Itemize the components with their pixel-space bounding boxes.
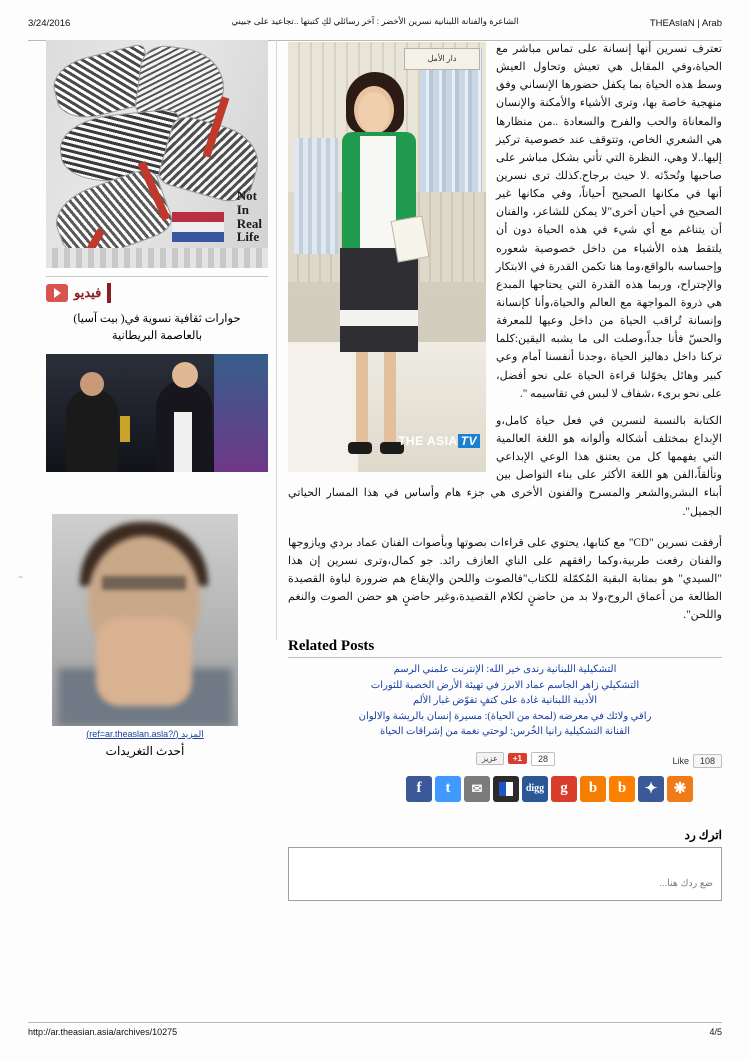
collage-text-line-4: Life <box>236 229 260 245</box>
section-accent-bar <box>107 283 111 303</box>
blurred-portrait-photo <box>52 514 238 726</box>
page-number: 4/5 <box>709 1027 722 1037</box>
site-name: THEAsIaN | Arab <box>649 18 722 29</box>
nesreen-akhdar-photo <box>288 42 486 472</box>
related-post-link[interactable]: راقي ولائك في معرضه (لمحة من الحياة): مسيرة إنسان بالريشة والالوان <box>358 710 652 722</box>
article-paragraph-2: الكتابة بالنسبة لنسرين في فعل حياة كامل،و الإبداع بمختلف أشكاله وألوانه هو اللغة العالمية التي يفهمها كل من يعتنق هذا الوعي الإبداعي وتألقاً،الفن هو اللغة الأكثر على بناء التواصل بين أبناء البشر,والشعر والمسرح والفنون الأخرى هي جزء هام وأساس في هذا المسار الحياتي الجميل". <box>288 414 722 518</box>
left-sidebar <box>46 40 268 759</box>
share-bar <box>288 752 722 818</box>
column-divider <box>276 40 277 640</box>
article-body <box>288 40 722 901</box>
google-plus-icon[interactable]: g <box>551 776 577 802</box>
video-section-label: فيديو <box>74 285 102 300</box>
share-more-icon[interactable]: ✦ <box>638 776 664 802</box>
skirt-stripe <box>340 310 418 326</box>
channel-logo-badge: TV <box>458 434 480 448</box>
leg-right <box>384 352 396 448</box>
related-post-link[interactable]: الفنانة التشكيلية رانيا الخُرس: لوحتي نغمة من إشراقات الحياة <box>379 726 631 738</box>
video-title-line-2: بالعاصمة البريطانية <box>111 330 203 343</box>
related-posts-list <box>288 662 722 740</box>
shoe-left <box>348 442 372 454</box>
books-row <box>294 138 338 254</box>
tablecloth <box>288 342 358 472</box>
rss-icon[interactable]: ❋ <box>667 776 693 802</box>
related-post-link[interactable]: التشكيلية اللبنانية رندى خير الله: الإنترنت علمني الرسم <box>393 664 617 676</box>
video-section-header <box>46 276 268 303</box>
shop-sign: دار الأمل <box>404 48 480 70</box>
video-thumbnail[interactable] <box>46 354 268 472</box>
comment-placeholder: ضع ردك هنا... <box>659 877 713 889</box>
share-count: 28 <box>531 752 555 766</box>
article-header-title: الشاعرة والفنانة اللبنانية نسرين الأخضر : آخر رسائلي لكِ كتبتها ..تجاعيد على جبيني <box>231 16 519 26</box>
shirt-detail <box>174 412 192 472</box>
white-panel <box>360 136 396 248</box>
article-paragraph-1: تعترف نسرين أنها إنسانة على تماس مباشر مع الحياة،وفي المقابل هي تعيش وتحاول العيش وسط هذه الحياة بما يكفل حضورها الإنساني وفق منهجية خاصة بها، وترى الأشياء والأمكنة والإنسان والمعاناة والحب والفرح والسعادة ..من منظارها هي الشعري الخاص، وتتوقف عند خصوصية تركيز إليها..لا وهي، النظرة التي تأتي بشكل مباشر على صاحبها وتُحدّثه .لا حيث برجاح.كذلك ترى نسرين أنها في مكانها الصحيح أحياناً، وفي مكانها غير الصحيح في أحيان أخرى"لا يمكن للشاعر، والفنان أن يتناغم مع أي شيء في هذه الحياة دون أن يلتقط هذه الأشياء من داخل خصوصية شعوره وإحساسه بالواقع،وما هنا تكمن القدرة في الابتكار والإجتراح، وربما هذه القدرة التي يحتاجها المبدع هي ذروة المواجهة مع العالم والحياة،وأنا كإنسانة وإنسانة تُراقب الحياة من داخل وعيها للمعرفة والحسّ فأنا جداً،وصلت الى ما يشبه اليقين:كلما تركنا داخل دهاليز الحياة ،وجدنا أنفسنا أمام وعي كبير وهائل يخوّلنا قراءة الحياة على نحو أفضل، على نحو برىء ،شفاف لا لبس في تقاسيمه ". <box>496 43 722 400</box>
award-trophy <box>120 416 130 442</box>
comment-textarea[interactable] <box>288 847 722 901</box>
related-posts <box>288 638 722 740</box>
like-count: 108 <box>693 754 722 768</box>
collage-text-line-2: In <box>236 202 250 218</box>
page-url[interactable]: http://ar.theasian.asia/archives/10275 <box>28 1027 178 1037</box>
video-title-line-1: حوارات ثقافية نسوية في( بيت آسيا) <box>73 313 241 325</box>
video-title[interactable] <box>46 311 268 346</box>
article-lower-flow <box>288 530 722 625</box>
collage-overlay-text <box>237 189 262 244</box>
leg-left <box>356 352 368 448</box>
glasses-icon <box>102 576 186 590</box>
collage-text-line-3: Real <box>236 215 262 231</box>
person-left <box>66 388 118 472</box>
share-counters <box>476 752 555 766</box>
more-link[interactable]: المزيد (/?ref=ar.theaslan.asla) <box>86 728 204 739</box>
print-footer <box>28 1022 722 1043</box>
facebook-like-widget[interactable] <box>672 754 722 768</box>
play-icon <box>46 284 68 302</box>
print-date: 3/24/2016 <box>28 18 71 29</box>
collage-bottom-strip <box>46 248 268 268</box>
blogger-icon[interactable]: b <box>609 776 635 802</box>
article-paragraph-3: أرفقت نسرين "CD" مع كتابها، يحتوي على قراءات بصوتها وبأصوات الفنان عماد بردي ويازوجها والفنان رفعت طربية،وكما رافقهم على الناي العازف رائد. جو كمال،وترى نسرين إن هذا "السيدي" هو بمثابة البقية المُكمّلة للكتاب"فالصوت واللحن والإيقاع هم ضرورة لباوة القصيدة الطالعة من أعماق الروح،ولا بد من حاضنٍ لكلام القصيدة،وغير حاضنٍ هو حضن الصوت والنغم واللحن". <box>288 536 722 622</box>
share-small-counter[interactable]: عزيز <box>476 752 504 765</box>
books-row <box>420 48 482 198</box>
print-header <box>28 18 722 41</box>
collage-text-line-1: Not <box>236 188 257 204</box>
portrait-hands <box>96 618 192 706</box>
blogger-b-icon[interactable]: b <box>580 776 606 802</box>
social-share-icons <box>406 776 693 802</box>
email-icon[interactable]: ✉ <box>464 776 490 802</box>
shoes-collage-artwork <box>46 40 268 268</box>
digg-icon[interactable]: digg <box>522 776 548 802</box>
channel-logo <box>398 434 480 448</box>
like-label: Like <box>672 755 689 766</box>
related-post-link[interactable]: الأديبة اللبنانية غادة على كتفٍ تفوّض غبار الألم <box>412 695 598 707</box>
related-post-link[interactable]: التشكيلي زاهر الجاسم عماد الابرز في تهيئة الأرض الخصبة للثورات <box>370 679 640 691</box>
comment-section-title: اترك رد <box>684 827 722 842</box>
latest-tweets-title: أحدث التغريدات <box>105 743 185 758</box>
google-plus-one-button[interactable]: +1 <box>508 753 527 764</box>
comment-section <box>288 828 722 901</box>
stage-lighting <box>214 354 268 472</box>
dark-skirt <box>340 248 418 352</box>
channel-logo-text: THE ASIA <box>398 434 458 448</box>
facebook-icon[interactable]: f <box>406 776 432 802</box>
related-posts-title: Related Posts <box>288 638 722 658</box>
margin-mark: ~ <box>18 572 24 582</box>
delicious-icon[interactable] <box>493 776 519 802</box>
flag-motif <box>172 212 224 242</box>
person-face <box>358 92 390 132</box>
twitter-icon[interactable]: t <box>435 776 461 802</box>
article-top-flow <box>288 40 722 521</box>
